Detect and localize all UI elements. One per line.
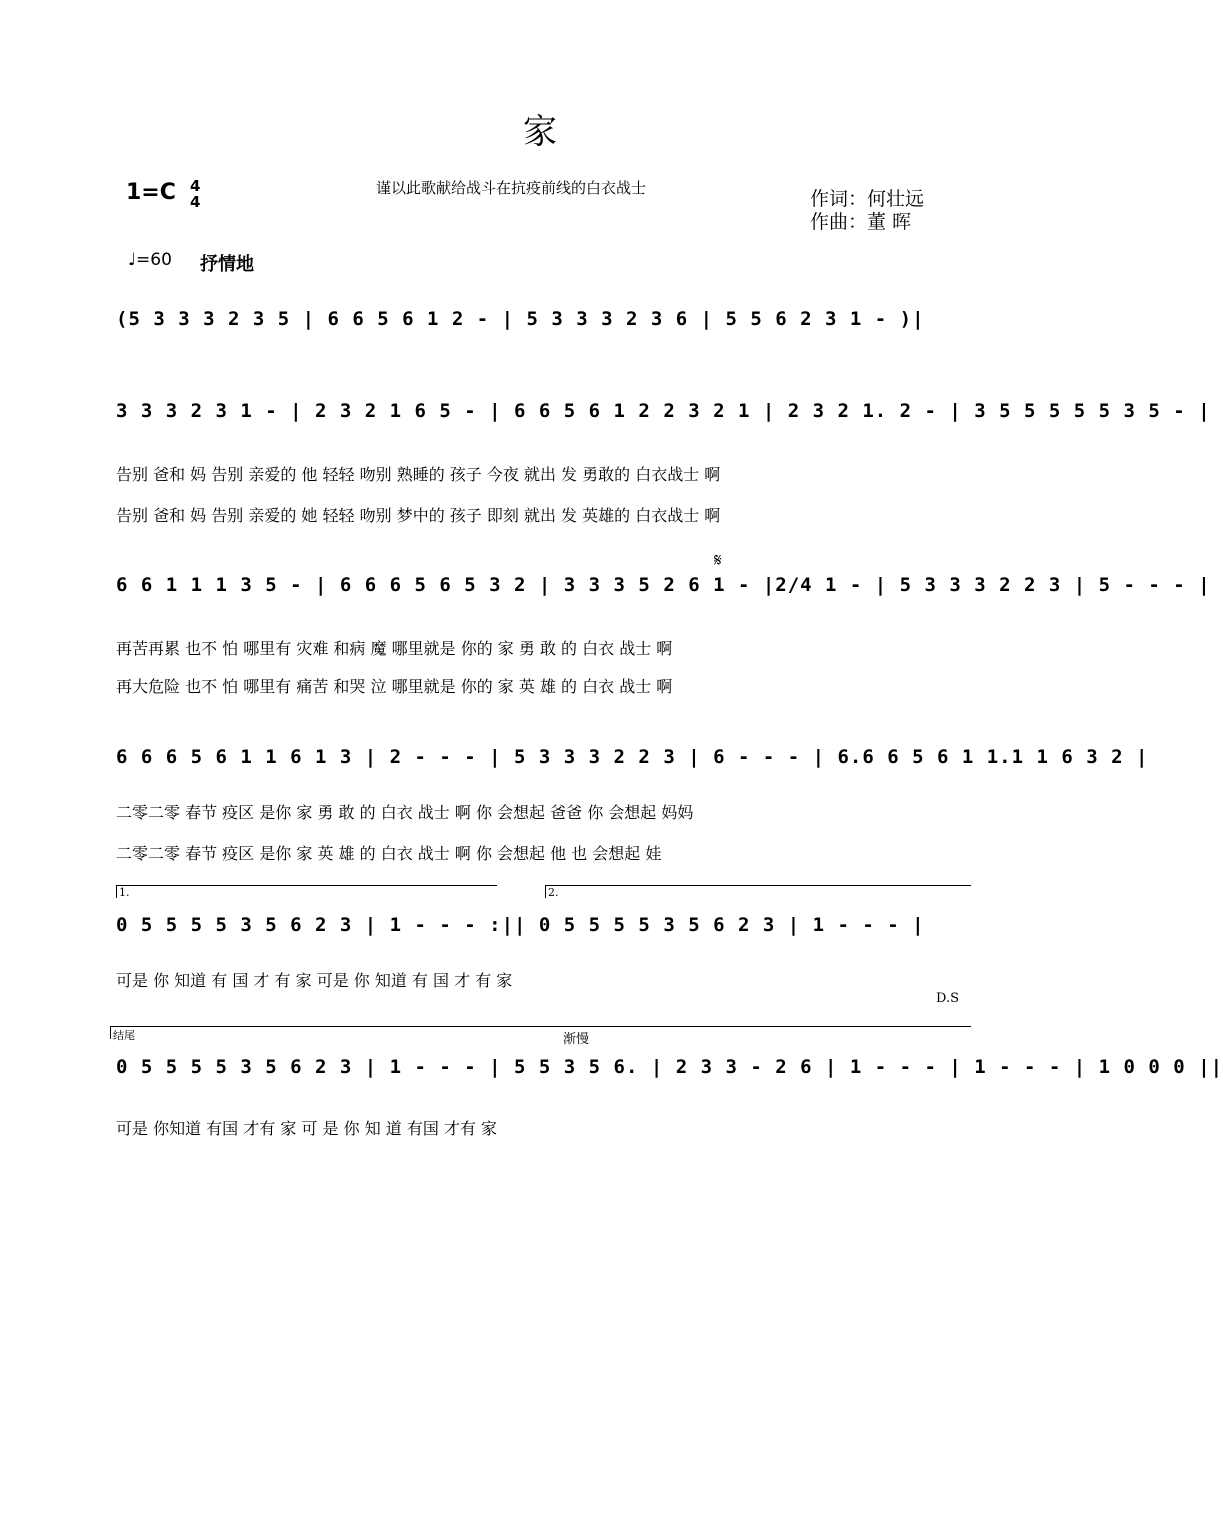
lyricist: 作词：何壮远 bbox=[810, 188, 925, 210]
dal-segno-mark: D.S bbox=[936, 991, 959, 1006]
expression-marking: 抒情地 bbox=[200, 254, 254, 275]
staff-line-6 bbox=[0, 1048, 1223, 1108]
notation: 3 3 3 2 3 1 - | 2 3 2 1 6 5 - | 6 6 5 6 1 2 2 3 2 1 | 2 3 2 1. 2 - | 3 5 5 5 5 5 3 5 - | bbox=[116, 400, 1211, 422]
time-signature-top: 4 bbox=[190, 177, 201, 195]
dedication: 谨以此歌献给战斗在抗疫前线的白衣战士 bbox=[376, 179, 647, 197]
staff-line-5 bbox=[0, 906, 1080, 966]
notation: 6 6 6 5 6 1 1 6 1 3 | 2 - - - | 5 3 3 3 2 2 3 | 6 - - - | 6.6 6 5 6 1 1.1 1 6 3 2 | bbox=[116, 746, 1149, 768]
coda-label: 结尾 bbox=[113, 1029, 135, 1042]
first-ending-bracket bbox=[116, 885, 497, 898]
time-signature-bottom: 4 bbox=[190, 193, 201, 211]
ritardando-mark: 渐慢 bbox=[563, 1032, 590, 1047]
lyric-verse-2: 二零二零 春节 疫区 是你 家 英 雄 的 白衣 战士 啊 你 会想起 他 也 会想起 娃 bbox=[116, 844, 662, 863]
staff-line-3 bbox=[0, 566, 1211, 626]
song-title: 家 bbox=[523, 112, 557, 152]
lyric-verse-2: 告别 爸和 妈 告别 亲爱的 她 轻轻 吻别 梦中的 孩子 即刻 就出 发 英雄的 白衣战士 啊 bbox=[116, 506, 721, 525]
lyric-verse-1: 再苦再累 也不 怕 哪里有 灾难 和病 魔 哪里就是 你的 家 勇 敢 的 白衣 战士 啊 bbox=[116, 639, 673, 658]
staff-line-4 bbox=[0, 738, 1149, 798]
tempo-marking: ♩=60 bbox=[128, 250, 172, 270]
lyric-verse-2: 再大危险 也不 怕 哪里有 痛苦 和哭 泣 哪里就是 你的 家 英 雄 的 白衣 战士 啊 bbox=[116, 677, 673, 696]
staff-line-1 bbox=[0, 300, 1080, 360]
time-signature bbox=[190, 178, 200, 210]
notation: 0 5 5 5 5 3 5 6 2 3 | 1 - - - | 5 5 3 5 6. | 2 3 3 - 2 6 | 1 - - - | 1 - - - | 1 0 0 0 || bbox=[116, 1056, 1223, 1078]
lyric-verse-1: 二零二零 春节 疫区 是你 家 勇 敢 的 白衣 战士 啊 你 会想起 爸爸 你 会想起 妈妈 bbox=[116, 803, 694, 822]
notation: 6 6 1 1 1 3 5 - | 6 6 6 5 6 5 3 2 | 3 3 3 5 2 6 1 - |2/4 1 - | 5 3 3 3 2 2 3 | 5 - - - | bbox=[116, 574, 1211, 596]
notation: (5 3 3 3 2 3 5 | 6 6 5 6 1 2 - | 5 3 3 3 2 3 6 | 5 5 6 2 3 1 - )| bbox=[116, 308, 925, 330]
credits bbox=[810, 188, 924, 234]
second-ending-bracket bbox=[545, 885, 971, 898]
second-ending-label: 2. bbox=[548, 886, 559, 899]
lyric: 可是 你知道 有国 才有 家 可 是 你 知 道 有国 才有 家 bbox=[116, 1119, 498, 1138]
staff-line-2 bbox=[0, 392, 1211, 452]
lyric: 可是 你 知道 有 国 才 有 家 可是 你 知道 有 国 才 有 家 bbox=[116, 971, 513, 990]
notation: 0 5 5 5 5 3 5 6 2 3 | 1 - - - :|| 0 5 5 5 5 3 5 6 2 3 | 1 - - - | bbox=[116, 914, 925, 936]
composer: 作曲：董 晖 bbox=[810, 211, 912, 233]
lyric-verse-1: 告别 爸和 妈 告别 亲爱的 他 轻轻 吻别 熟睡的 孩子 今夜 就出 发 勇敢的 白衣战士 啊 bbox=[116, 465, 721, 484]
segno-sign: 𝄋 bbox=[714, 550, 722, 571]
first-ending-label: 1. bbox=[119, 886, 130, 899]
key-signature: 1=C bbox=[126, 180, 176, 205]
